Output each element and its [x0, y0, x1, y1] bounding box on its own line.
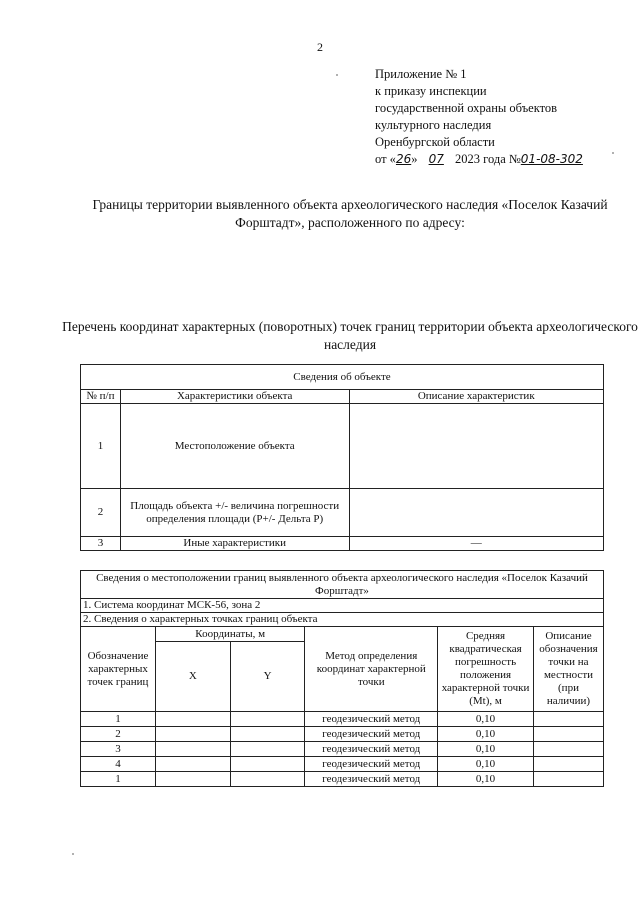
- annex-block: [375, 66, 635, 168]
- points-section-title: 2. Сведения о характерных точках границ объекта: [81, 613, 604, 627]
- table-row: [81, 537, 604, 551]
- point-designation: 1: [81, 712, 156, 727]
- table-row: [81, 742, 604, 757]
- table-row: [81, 727, 604, 742]
- point-accuracy: 0,10: [438, 742, 534, 757]
- coordinate-system: 1. Система координат МСК-56, зона 2: [81, 599, 604, 613]
- annex-line: Приложение № 1: [375, 67, 467, 81]
- page-number: 2: [317, 40, 323, 54]
- row-description: [349, 404, 604, 489]
- point-method: геодезический метод: [305, 772, 438, 787]
- point-description: [533, 757, 603, 772]
- object-table-header: Сведения об объекте: [81, 365, 604, 390]
- boundary-table-header: Сведения о местоположении границ выявленного объекта археологического наследия «Поселок Казачий Форштадт»: [81, 571, 604, 599]
- date-month: 07: [428, 152, 444, 166]
- col-designation-header: Обозначение характерных точек границ: [81, 627, 156, 712]
- col-coordinates-header: Координаты, м: [155, 627, 305, 642]
- point-y: [230, 727, 305, 742]
- point-y: [230, 772, 305, 787]
- col-point-description-header: Описание обозначения точки на местности (при наличии): [533, 627, 603, 712]
- date-prefix: от «: [375, 152, 396, 166]
- date-day: 26: [395, 152, 412, 166]
- point-method: геодезический метод: [305, 757, 438, 772]
- row-number: 2: [81, 489, 121, 537]
- point-y: [230, 757, 305, 772]
- scan-speck: [612, 152, 614, 154]
- order-date-line: [375, 151, 635, 168]
- col-characteristics-header: Характеристики объекта: [120, 390, 349, 404]
- point-designation: 3: [81, 742, 156, 757]
- point-x: [155, 757, 230, 772]
- table-row: [81, 404, 604, 489]
- table-row: [81, 489, 604, 537]
- point-method: геодезический метод: [305, 727, 438, 742]
- point-x: [155, 772, 230, 787]
- point-designation: 4: [81, 757, 156, 772]
- col-accuracy-header: Средняя квадратическая погрешность положения характерной точки (Mt), м: [438, 627, 534, 712]
- row-number: 3: [81, 537, 121, 551]
- point-accuracy: 0,10: [438, 727, 534, 742]
- object-info-table: [80, 364, 604, 551]
- col-x-header: X: [155, 642, 230, 712]
- row-description: [349, 489, 604, 537]
- date-mid: »: [411, 152, 418, 166]
- point-accuracy: 0,10: [438, 757, 534, 772]
- order-number: 01-08-302: [520, 152, 583, 166]
- annex-line: культурного наследия: [375, 118, 492, 132]
- col-y-header: Y: [230, 642, 305, 712]
- document-title: Границы территории выявленного объекта археологического наследия «Поселок Казачий Форштадт», расположенного по адресу:: [92, 197, 608, 230]
- row-number: 1: [81, 404, 121, 489]
- annex-line: государственной охраны объектов: [375, 101, 558, 115]
- point-description: [533, 742, 603, 757]
- point-method: геодезический метод: [305, 712, 438, 727]
- coordinates-list-title: Перечень координат характерных (поворотных) точек границ территории объекта археологического наследия: [62, 319, 638, 352]
- point-y: [230, 742, 305, 757]
- row-characteristic: Местоположение объекта: [120, 404, 349, 489]
- point-x: [155, 742, 230, 757]
- row-characteristic: Иные характеристики: [120, 537, 349, 551]
- col-description-header: Описание характеристик: [349, 390, 604, 404]
- point-x: [155, 727, 230, 742]
- date-year: 2023 года №: [455, 152, 521, 166]
- row-description: —: [349, 537, 604, 551]
- point-method: геодезический метод: [305, 742, 438, 757]
- table-row: [81, 712, 604, 727]
- table-row: [81, 757, 604, 772]
- point-designation: 1: [81, 772, 156, 787]
- point-description: [533, 727, 603, 742]
- point-accuracy: 0,10: [438, 772, 534, 787]
- point-x: [155, 712, 230, 727]
- scan-speck: [72, 853, 74, 855]
- annex-line: к приказу инспекции: [375, 84, 487, 98]
- point-y: [230, 712, 305, 727]
- boundary-coordinates-table: [80, 570, 604, 787]
- col-method-header: Метод определения координат характерной точки: [305, 627, 438, 712]
- scan-speck: [336, 74, 338, 76]
- annex-line: Оренбургской области: [375, 135, 495, 149]
- point-accuracy: 0,10: [438, 712, 534, 727]
- point-designation: 2: [81, 727, 156, 742]
- point-description: [533, 712, 603, 727]
- row-characteristic: Площадь объекта +/- величина погрешности определения площади (P+/- Дельта P): [120, 489, 349, 537]
- point-description: [533, 772, 603, 787]
- col-number-header: № п/п: [81, 390, 121, 404]
- table-row: [81, 772, 604, 787]
